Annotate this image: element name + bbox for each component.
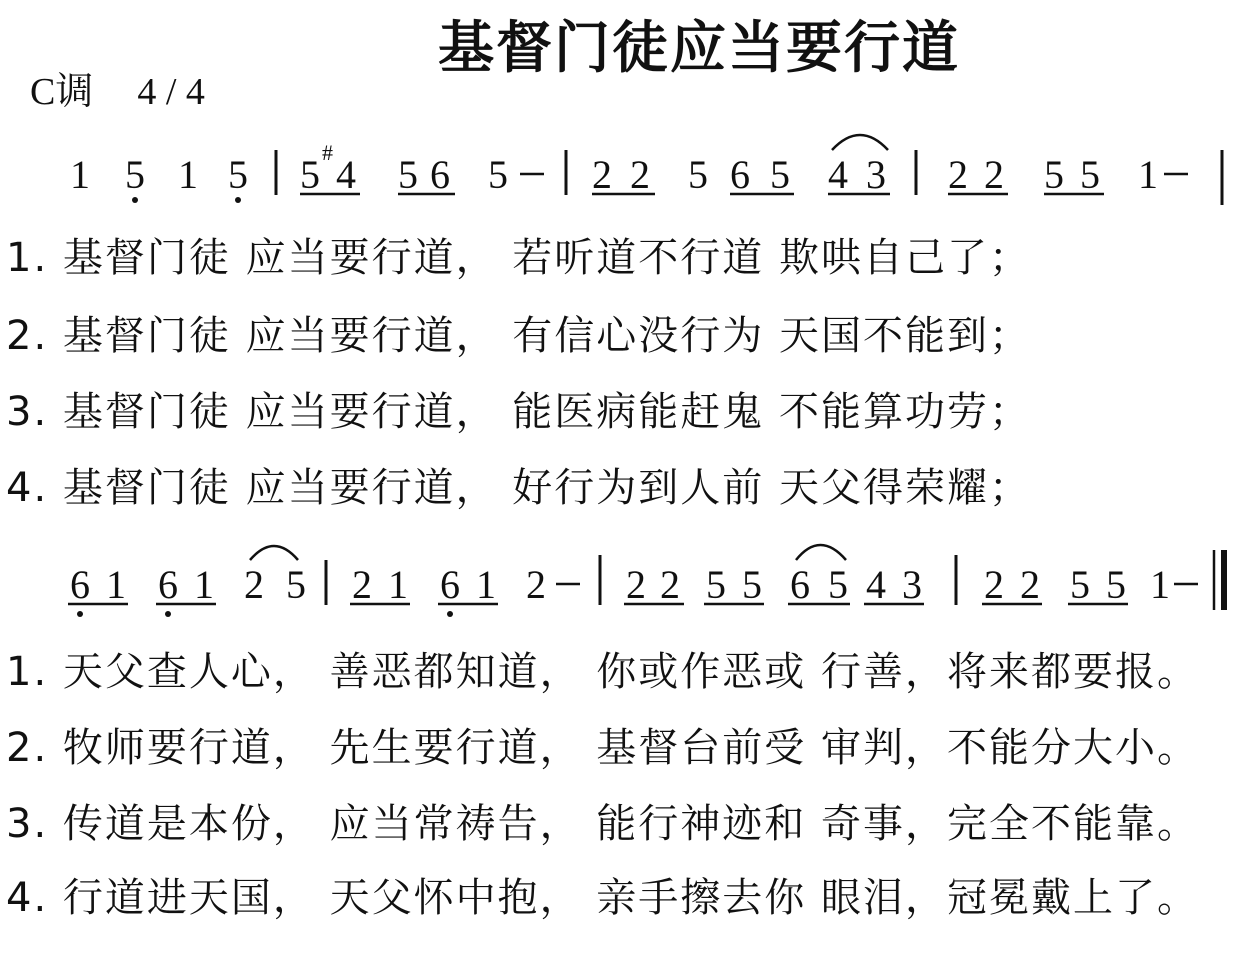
- svg-text:5: 5: [125, 152, 145, 197]
- svg-text:2: 2: [1020, 562, 1040, 607]
- svg-text:2: 2: [630, 152, 650, 197]
- lyric-line-2-verse-1: 1. 天父查人心， 善恶都知道， 你或作恶或 行善，将来都要报。: [6, 649, 1200, 695]
- time-signature: 4 / 4: [137, 71, 205, 113]
- notation-system-1: [70, 135, 1222, 205]
- svg-text:5: 5: [488, 152, 508, 197]
- svg-text:5: 5: [688, 152, 708, 197]
- svg-text:2: 2: [526, 562, 546, 607]
- svg-text:5: 5: [828, 562, 848, 607]
- notation-system-2: [68, 545, 1224, 617]
- svg-text:5: 5: [286, 562, 306, 607]
- svg-text:6: 6: [440, 562, 460, 607]
- svg-text:4: 4: [866, 562, 886, 607]
- svg-text:6: 6: [790, 562, 810, 607]
- svg-text:2: 2: [984, 562, 1004, 607]
- lyric-line-2-verse-3: 3. 传道是本份， 应当常祷告， 能行神迹和 奇事，完全不能靠。: [6, 801, 1200, 847]
- svg-text:1: 1: [194, 562, 214, 607]
- svg-text:5: 5: [228, 152, 248, 197]
- svg-text:1: 1: [388, 562, 408, 607]
- lyric-line-1-verse-4: 4. 基督门徒 应当要行道， 好行为到人前 天父得荣耀；: [6, 465, 1032, 511]
- svg-text:1: 1: [1138, 152, 1158, 197]
- svg-text:6: 6: [158, 562, 178, 607]
- lyric-line-1-verse-3: 3. 基督门徒 应当要行道， 能医病能赶鬼 不能算功劳；: [6, 389, 1032, 435]
- lyric-line-2-verse-2: 2. 牧师要行道， 先生要行道， 基督台前受 审判，不能分大小。: [6, 725, 1200, 771]
- svg-text:5: 5: [1044, 152, 1064, 197]
- svg-text:2: 2: [626, 562, 646, 607]
- svg-text:2: 2: [984, 152, 1004, 197]
- svg-text:5: 5: [770, 152, 790, 197]
- svg-text:2: 2: [592, 152, 612, 197]
- lyric-line-1-verse-2: 2. 基督门徒 应当要行道， 有信心没行为 天国不能到；: [6, 313, 1032, 359]
- svg-text:1: 1: [70, 152, 90, 197]
- svg-text:5: 5: [1080, 152, 1100, 197]
- svg-text:1: 1: [178, 152, 198, 197]
- svg-text:5: 5: [706, 562, 726, 607]
- svg-text:6: 6: [70, 562, 90, 607]
- svg-text:5: 5: [1070, 562, 1090, 607]
- svg-text:#: #: [322, 140, 333, 165]
- svg-text:3: 3: [902, 562, 922, 607]
- svg-text:2: 2: [352, 562, 372, 607]
- svg-text:6: 6: [730, 152, 750, 197]
- svg-text:1: 1: [1150, 562, 1170, 607]
- svg-text:5: 5: [398, 152, 418, 197]
- svg-text:5: 5: [300, 152, 320, 197]
- svg-text:3: 3: [866, 152, 886, 197]
- svg-text:5: 5: [1106, 562, 1126, 607]
- key-label: C调: [30, 71, 94, 113]
- svg-text:1: 1: [476, 562, 496, 607]
- svg-text:5: 5: [742, 562, 762, 607]
- svg-text:2: 2: [948, 152, 968, 197]
- svg-text:4: 4: [828, 152, 848, 197]
- svg-text:1: 1: [106, 562, 126, 607]
- svg-text:2: 2: [660, 562, 680, 607]
- svg-text:2: 2: [244, 562, 264, 607]
- svg-text:6: 6: [430, 152, 450, 197]
- lyric-line-2-verse-4: 4. 行道进天国， 天父怀中抱， 亲手擦去你 眼泪，冠冕戴上了。: [6, 875, 1200, 921]
- song-title: 基督门徒应当要行道: [438, 16, 960, 81]
- lyric-line-1-verse-1: 1. 基督门徒 应当要行道， 若听道不行道 欺哄自己了；: [6, 235, 1032, 281]
- svg-text:4: 4: [336, 152, 356, 197]
